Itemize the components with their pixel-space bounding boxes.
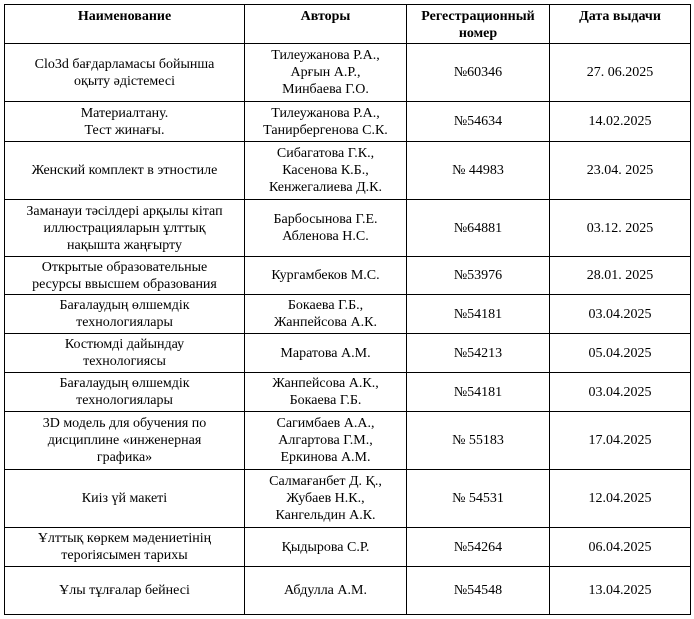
cell-reg-number: №54181 — [407, 295, 550, 334]
column-header-name: Наименование — [5, 5, 245, 44]
cell-reg-number: №54634 — [407, 102, 550, 142]
cell-date: 14.02.2025 — [550, 102, 691, 142]
table-header-row — [5, 5, 691, 44]
cell-name: Заманауи тәсілдері арқылы кітап иллюстрацияларын ұлттық нақышта жаңғырту — [5, 200, 245, 257]
cell-date: 23.04. 2025 — [550, 142, 691, 200]
table-row — [5, 257, 691, 295]
cell-authors: Жанпейсова А.К., Бокаева Г.Б. — [245, 373, 407, 412]
cell-authors: Сагимбаев А.А., Алгартова Г.М., Еркинова А.М. — [245, 412, 407, 470]
table-row — [5, 142, 691, 200]
cell-reg-number: №60346 — [407, 44, 550, 102]
column-header-authors: Авторы — [245, 5, 407, 44]
cell-name: Материалтану. Тест жинағы. — [5, 102, 245, 142]
cell-date: 17.04.2025 — [550, 412, 691, 470]
column-header-reg-number: Регестрационный номер — [407, 5, 550, 44]
cell-reg-number: №64881 — [407, 200, 550, 257]
table-row — [5, 102, 691, 142]
cell-date: 06.04.2025 — [550, 528, 691, 567]
table-row — [5, 412, 691, 470]
cell-reg-number: №53976 — [407, 257, 550, 295]
cell-date: 03.04.2025 — [550, 373, 691, 412]
cell-name: Женский комплект в этностиле — [5, 142, 245, 200]
table-row — [5, 200, 691, 257]
cell-authors: Бокаева Г.Б., Жанпейсова А.К. — [245, 295, 407, 334]
cell-date: 28.01. 2025 — [550, 257, 691, 295]
cell-name: 3D модель для обучения по дисциплине «инженерная графика» — [5, 412, 245, 470]
cell-date: 03.04.2025 — [550, 295, 691, 334]
cell-name: Бағалаудың өлшемдік технологиялары — [5, 295, 245, 334]
cell-date: 05.04.2025 — [550, 334, 691, 373]
cell-name: Киіз үй макеті — [5, 470, 245, 528]
cell-authors: Сибагатова Г.К., Касенова К.Б., Кенжегалиева Д.К. — [245, 142, 407, 200]
cell-reg-number: № 55183 — [407, 412, 550, 470]
cell-reg-number: №54548 — [407, 567, 550, 615]
table-row — [5, 44, 691, 102]
cell-name: Открытые образовательные ресурсы ввысшем образования — [5, 257, 245, 295]
cell-date: 13.04.2025 — [550, 567, 691, 615]
table-row — [5, 295, 691, 334]
cell-date: 12.04.2025 — [550, 470, 691, 528]
table-row — [5, 567, 691, 615]
cell-authors: Тилеужанова Р.А., Арғын А.Р., Минбаева Г.О. — [245, 44, 407, 102]
cell-authors: Кургамбеков М.С. — [245, 257, 407, 295]
cell-authors: Абдулла А.М. — [245, 567, 407, 615]
cell-name: Ұлттық көркем мәдениетінің тероriясымен тарихы — [5, 528, 245, 567]
cell-name: Ұлы тұлғалар бейнесі — [5, 567, 245, 615]
cell-date: 03.12. 2025 — [550, 200, 691, 257]
cell-authors: Тилеужанова Р.А., Танирбергенова С.К. — [245, 102, 407, 142]
cell-reg-number: № 54531 — [407, 470, 550, 528]
cell-name: Бағалаудың өлшемдік технологиялары — [5, 373, 245, 412]
cell-reg-number: №54181 — [407, 373, 550, 412]
registry-table — [4, 4, 691, 615]
table-row — [5, 470, 691, 528]
cell-name: Clo3d бағдарламасы бойынша оқыту әдістемесі — [5, 44, 245, 102]
table-row — [5, 373, 691, 412]
table-row — [5, 528, 691, 567]
cell-authors: Қыдырова С.Р. — [245, 528, 407, 567]
cell-reg-number: №54213 — [407, 334, 550, 373]
cell-authors: Маратова А.М. — [245, 334, 407, 373]
cell-reg-number: №54264 — [407, 528, 550, 567]
cell-authors: Салмағанбет Д. Қ., Жубаев Н.К., Кангельдин А.К. — [245, 470, 407, 528]
cell-authors: Барбосынова Г.Е. Абленова Н.С. — [245, 200, 407, 257]
cell-name: Костюмді дайындау технологиясы — [5, 334, 245, 373]
column-header-date: Дата выдачи — [550, 5, 691, 44]
cell-date: 27. 06.2025 — [550, 44, 691, 102]
table-row — [5, 334, 691, 373]
cell-reg-number: № 44983 — [407, 142, 550, 200]
